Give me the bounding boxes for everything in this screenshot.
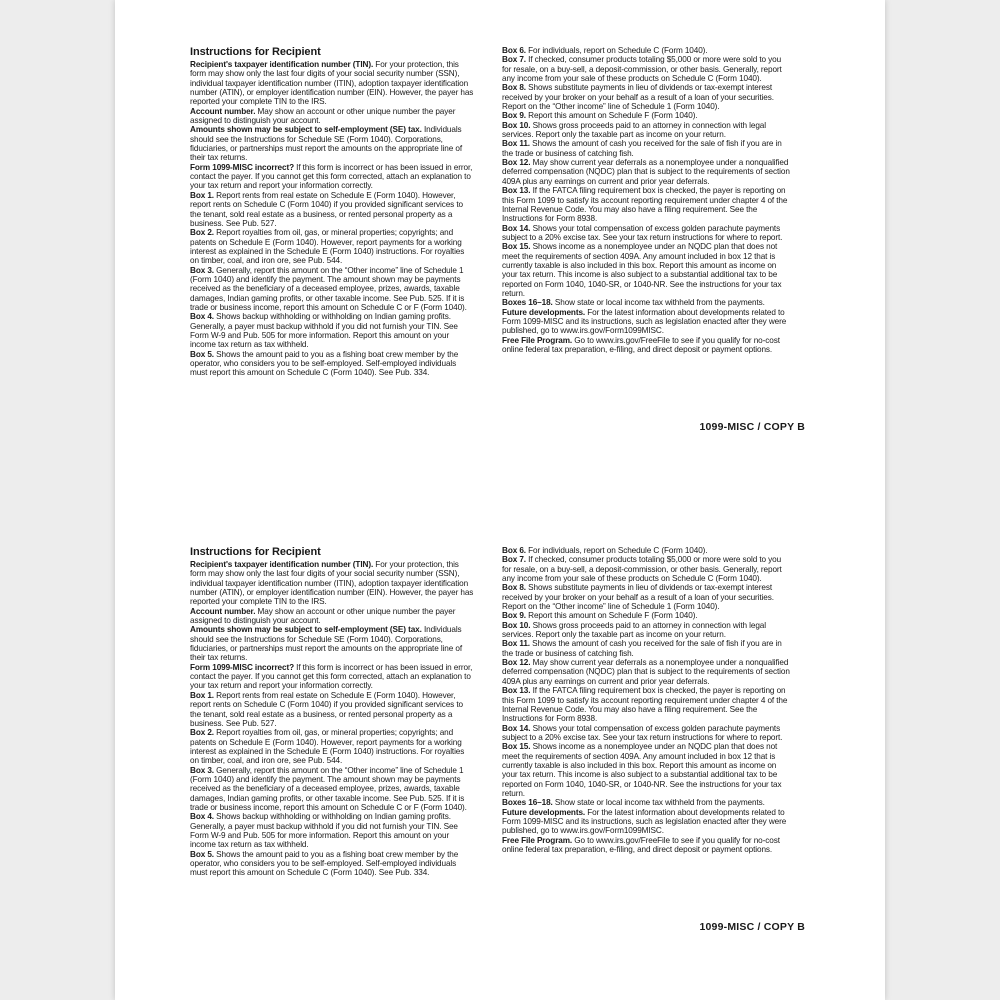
instruction-label: Box 3.	[190, 265, 214, 275]
instruction-paragraph	[190, 663, 475, 691]
instruction-paragraph	[502, 555, 792, 583]
instruction-text: Individuals should see the Instructions for Schedule SE (Form 1040). Corporations, fiduciaries, or partnerships must report the amounts on the appropriate line of their tax returns.	[190, 125, 462, 163]
instruction-label: Box 9.	[502, 111, 526, 121]
form-copy-label: 1099-MISC / COPY B	[699, 421, 805, 433]
instruction-label: Box 4.	[190, 812, 214, 822]
instruction-paragraph	[502, 186, 792, 223]
instruction-paragraph	[190, 191, 475, 228]
instructions-copy-bottom	[115, 500, 885, 1000]
instruction-label: Box 12.	[502, 158, 531, 168]
instruction-text: May show current year deferrals as a nonemployee under a nonqualified deferred compensation (NQDC) plan that is subject to the requirements of section 409A plus any earnings on current and prior year deferrals.	[502, 658, 790, 686]
instruction-label: Box 8.	[502, 583, 526, 593]
instruction-paragraph	[502, 336, 792, 355]
instruction-text: If this form is incorrect or has been issued in error, contact the payer. If you cannot get this form corrected, attach an explanation to your tax return and report your information correctly.	[190, 662, 473, 691]
instruction-text: For your protection, this form may show only the last four digits of your social security number (SSN), individual taxpayer identification number (ITIN), adoption taxpayer identification number (ATIN), or employer identification number (EIN). However, the payer has reported your complete TIN to the IRS.	[190, 560, 474, 607]
instruction-label: Box 15.	[502, 742, 531, 752]
instruction-paragraph	[190, 60, 475, 107]
instruction-paragraph	[502, 798, 792, 807]
instruction-label: Box 3.	[190, 765, 214, 775]
instruction-label: Amounts shown may be subject to self-employment (SE) tax.	[190, 125, 422, 135]
instruction-paragraph	[190, 812, 475, 849]
instruction-label: Form 1099-MISC incorrect?	[190, 662, 294, 672]
instruction-label: Box 11.	[502, 139, 530, 149]
instruction-paragraph	[502, 546, 792, 555]
instruction-paragraph	[502, 583, 792, 611]
instruction-paragraph	[502, 55, 792, 83]
instruction-label: Box 4.	[190, 312, 214, 322]
instruction-paragraph	[502, 111, 792, 120]
instruction-label: Box 1.	[190, 190, 214, 200]
instruction-paragraph	[502, 639, 792, 658]
instruction-label: Box 2.	[190, 228, 214, 238]
instruction-text: Shows your total compensation of excess golden parachute payments subject to a 20% excise tax. See your tax return instructions for where to report.	[502, 723, 783, 742]
instruction-paragraph	[502, 298, 792, 307]
instruction-label: Box 8.	[502, 83, 526, 93]
instruction-text: Show state or local income tax withheld from the payments.	[552, 298, 765, 308]
instruction-label: Amounts shown may be subject to self-employment (SE) tax.	[190, 625, 422, 635]
left-column	[190, 546, 475, 878]
instruction-label: Box 7.	[502, 555, 526, 565]
instruction-label: Box 15.	[502, 242, 531, 252]
instruction-label: Box 14.	[502, 223, 531, 233]
instruction-paragraph	[502, 611, 792, 620]
instruction-text: Generally, report this amount on the “Other income” line of Schedule 1 (Form 1040) and identify the payment. The amount shown may be payments received as the beneficiary of a deceased employee, prizes, awards, taxable damages, Indian gaming profits, or other taxable income. See Pub. 525. If it is trade or business income, report this amount on Schedule C or F (Form 1040).	[190, 765, 467, 812]
instruction-paragraph	[502, 158, 792, 186]
instruction-text: Shows the amount paid to you as a fishing boat crew member by the operator, who considers you to be self-employed. Self-employed individuals must report this amount on Schedule C (Form 1040). See Pub. 334.	[190, 849, 459, 878]
instruction-text: For the latest information about developments related to Form 1099-MISC and its instructions, such as legislation enacted after they were published, go to www.irs.gov/Form1099MISC.	[502, 307, 787, 336]
instruction-text: Shows income as a nonemployee under an NQDC plan that does not meet the requirements of section 409A. Any amount included in box 12 that is currently taxable is also included in this box. Report this amount as income on your tax return. This income is also subject to a substantial additional tax to be reported on Form 1040, 1040-SR, or 1040-NR. See the instructions for your tax return.	[502, 242, 782, 298]
instruction-label: Box 14.	[502, 723, 531, 733]
instruction-text: May show current year deferrals as a nonemployee under a nonqualified deferred compensation (NQDC) plan that is subject to the requirements of section 409A plus any earnings on current and prior year deferrals.	[502, 158, 790, 186]
instruction-label: Box 1.	[190, 690, 214, 700]
instruction-label: Box 10.	[502, 120, 531, 130]
instruction-paragraph	[190, 728, 475, 765]
instruction-label: Box 5.	[190, 849, 214, 859]
instruction-paragraph	[190, 850, 475, 878]
instruction-label: Account number.	[190, 606, 256, 616]
instructions-copy-top	[115, 0, 885, 500]
instruction-paragraph	[190, 266, 475, 313]
instruction-paragraph	[502, 658, 792, 686]
left-column	[190, 46, 475, 378]
instruction-label: Box 12.	[502, 658, 531, 668]
instruction-text: Report royalties from oil, gas, or mineral properties; copyrights; and patents on Schedule E (Form 1040). However, report payments for a working interest as explained in the Schedule E (Form 1040) instructions. For royalties on timber, coal, and iron ore, see Pub. 544.	[190, 228, 465, 266]
instruction-paragraph	[190, 350, 475, 378]
instruction-paragraph	[190, 691, 475, 728]
instruction-paragraph	[190, 107, 475, 126]
instruction-paragraph	[502, 621, 792, 640]
instruction-label: Box 6.	[502, 546, 526, 555]
instruction-paragraph	[502, 46, 792, 55]
instruction-text: Show state or local income tax withheld from the payments.	[552, 798, 765, 808]
instruction-paragraph	[190, 163, 475, 191]
instruction-label: Future developments.	[502, 307, 586, 317]
instruction-paragraph	[502, 808, 792, 836]
instruction-label: Box 9.	[502, 611, 526, 621]
instruction-text: Shows substitute payments in lieu of dividends or tax-exempt interest received by your broker on your behalf as a result of a loan of your securities. Report on the “Other income” line of Schedule 1 (Form 1040).	[502, 83, 774, 112]
instruction-label: Boxes 16–18.	[502, 298, 553, 308]
instruction-paragraph	[190, 607, 475, 626]
instruction-paragraph	[502, 139, 792, 158]
right-column	[502, 46, 792, 354]
instruction-text: Report rents from real estate on Schedule E (Form 1040). However, report rents on Schedule C (Form 1040) if you provided significant services to the tenant, sold real estate as a business, or rented personal property as a business. See Pub. 527.	[190, 190, 463, 228]
instruction-label: Box 5.	[190, 349, 214, 359]
instruction-text: Shows the amount of cash you received for the sale of fish if you are in the trade or business of catching fish.	[502, 139, 782, 158]
instruction-label: Box 2.	[190, 728, 214, 738]
instruction-text: Shows backup withholding or withholding on Indian gaming profits. Generally, a payer must backup withhold if you did not furnish your TIN. See Form W-9 and Pub. 505 for more information. Report this amount on your income tax return as tax withheld.	[190, 812, 458, 850]
instruction-text: May show an account or other unique number the payer assigned to distinguish your account.	[190, 106, 456, 126]
instruction-text: For individuals, report on Schedule C (Form 1040).	[525, 546, 708, 555]
instruction-text: Report royalties from oil, gas, or mineral properties; copyrights; and patents on Schedule E (Form 1040). However, report payments for a working interest as explained in the Schedule E (Form 1040) instructions. For royalties on timber, coal, and iron ore, see Pub. 544.	[190, 728, 465, 766]
instruction-text: For your protection, this form may show only the last four digits of your social security number (SSN), individual taxpayer identification number (ITIN), adoption taxpayer identification number (ATIN), or employer identification number (EIN). However, the payer has reported your complete TIN to the IRS.	[190, 60, 474, 107]
instruction-text: Go to www.irs.gov/FreeFile to see if you qualify for no-cost online federal tax preparation, e-filing, and direct deposit or payment options.	[502, 835, 780, 854]
instruction-paragraph	[190, 125, 475, 162]
right-column	[502, 546, 792, 854]
instruction-text: May show an account or other unique number the payer assigned to distinguish your account.	[190, 606, 456, 626]
instruction-paragraph	[502, 121, 792, 140]
instruction-text: Report rents from real estate on Schedule E (Form 1040). However, report rents on Schedule C (Form 1040) if you provided significant services to the tenant, sold real estate as a business, or rented personal property as a business. See Pub. 527.	[190, 690, 463, 728]
instruction-paragraph	[190, 766, 475, 813]
instructions-title: Instructions for Recipient	[190, 46, 321, 58]
instruction-label: Account number.	[190, 106, 256, 116]
instruction-label: Free File Program.	[502, 835, 573, 845]
instruction-paragraph	[502, 724, 792, 743]
instruction-label: Boxes 16–18.	[502, 798, 553, 808]
instruction-text: Individuals should see the Instructions for Schedule SE (Form 1040). Corporations, fiduciaries, or partnerships must report the amounts on the appropriate line of their tax returns.	[190, 625, 462, 663]
instruction-label: Box 6.	[502, 46, 526, 55]
instruction-paragraph	[190, 560, 475, 607]
instruction-text: Shows gross proceeds paid to an attorney in connection with legal services. Report only the taxable part as income on your return.	[502, 620, 766, 640]
instruction-label: Box 11.	[502, 639, 530, 649]
instruction-text: If checked, consumer products totaling $5,000 or more were sold to you for resale, on a buy-sell, a deposit-commission, or other basis. Generally, report any income from your sale of these products on Schedule C (Form 1040).	[502, 55, 782, 84]
instructions-title: Instructions for Recipient	[190, 546, 321, 558]
instruction-text: For the latest information about developments related to Form 1099-MISC and its instructions, such as legislation enacted after they were published, go to www.irs.gov/Form1099MISC.	[502, 807, 787, 836]
instruction-text: If checked, consumer products totaling $5,000 or more were sold to you for resale, on a buy-sell, a deposit-commission, or other basis. Generally, report any income from your sale of these products on Schedule C (Form 1040).	[502, 555, 782, 584]
instruction-text: Shows income as a nonemployee under an NQDC plan that does not meet the requirements of section 409A. Any amount included in box 12 that is currently taxable is also included in this box. Report this amount as income on your tax return. This income is also subject to a substantial additional tax to be reported on Form 1040, 1040-SR, or 1040-NR. See the instructions for your tax return.	[502, 742, 782, 798]
instruction-text: Shows the amount paid to you as a fishing boat crew member by the operator, who considers you to be self-employed. Self-employed individuals must report this amount on Schedule C (Form 1040). See Pub. 334.	[190, 349, 459, 378]
form-copy-label: 1099-MISC / COPY B	[699, 921, 805, 933]
instruction-text: Shows substitute payments in lieu of dividends or tax-exempt interest received by your broker on your behalf as a result of a loan of your securities. Report on the “Other income” line of Schedule 1 (Form 1040).	[502, 583, 774, 612]
instruction-label: Form 1099-MISC incorrect?	[190, 162, 294, 172]
instruction-text: Shows gross proceeds paid to an attorney in connection with legal services. Report only the taxable part as income on your return.	[502, 120, 766, 140]
instruction-text: Report this amount on Schedule F (Form 1040).	[525, 611, 698, 621]
instruction-text: Report this amount on Schedule F (Form 1040).	[525, 111, 698, 121]
instruction-paragraph	[190, 312, 475, 349]
instruction-paragraph	[190, 625, 475, 662]
instruction-label: Recipient's taxpayer identification number (TIN).	[190, 560, 374, 569]
instruction-label: Free File Program.	[502, 335, 573, 345]
instruction-paragraph	[502, 308, 792, 336]
instruction-paragraph	[502, 836, 792, 855]
instruction-paragraph	[190, 228, 475, 265]
instruction-text: Go to www.irs.gov/FreeFile to see if you qualify for no-cost online federal tax preparation, e-filing, and direct deposit or payment options.	[502, 335, 780, 354]
document-page	[115, 0, 885, 1000]
instruction-paragraph	[502, 224, 792, 243]
instruction-text: If the FATCA filing requirement box is checked, the payer is reporting on this Form 1099 to satisfy its account reporting requirement under chapter 4 of the Internal Revenue Code. You may also have a filing requirement. See the Instructions for Form 8938.	[502, 686, 788, 724]
instruction-label: Box 10.	[502, 620, 531, 630]
instruction-text: If this form is incorrect or has been issued in error, contact the payer. If you cannot get this form corrected, attach an explanation to your tax return and report your information correctly.	[190, 162, 473, 191]
instruction-text: For individuals, report on Schedule C (Form 1040).	[525, 46, 708, 55]
instruction-text: Shows backup withholding or withholding on Indian gaming profits. Generally, a payer must backup withhold if you did not furnish your TIN. See Form W-9 and Pub. 505 for more information. Report this amount on your income tax return as tax withheld.	[190, 312, 458, 350]
instruction-label: Box 13.	[502, 686, 531, 696]
instruction-label: Future developments.	[502, 807, 586, 817]
instruction-paragraph	[502, 242, 792, 298]
instruction-label: Recipient's taxpayer identification number (TIN).	[190, 60, 374, 69]
instruction-label: Box 7.	[502, 55, 526, 65]
instruction-text: Shows your total compensation of excess golden parachute payments subject to a 20% excise tax. See your tax return instructions for where to report.	[502, 223, 783, 242]
instruction-text: Shows the amount of cash you received for the sale of fish if you are in the trade or business of catching fish.	[502, 639, 782, 658]
instruction-paragraph	[502, 83, 792, 111]
instruction-label: Box 13.	[502, 186, 531, 196]
instruction-text: Generally, report this amount on the “Other income” line of Schedule 1 (Form 1040) and identify the payment. The amount shown may be payments received as the beneficiary of a deceased employee, prizes, awards, taxable damages, Indian gaming profits, or other taxable income. See Pub. 525. If it is trade or business income, report this amount on Schedule C or F (Form 1040).	[190, 265, 467, 312]
instruction-text: If the FATCA filing requirement box is checked, the payer is reporting on this Form 1099 to satisfy its account reporting requirement under chapter 4 of the Internal Revenue Code. You may also have a filing requirement. See the Instructions for Form 8938.	[502, 186, 788, 224]
instruction-paragraph	[502, 686, 792, 723]
instruction-paragraph	[502, 742, 792, 798]
